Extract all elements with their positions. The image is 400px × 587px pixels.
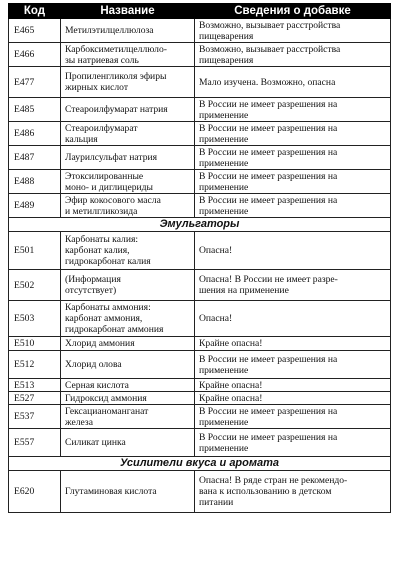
additive-info: В России не имеет разрешения на применение: [195, 429, 391, 457]
additive-code: E488: [9, 170, 61, 194]
additive-info: В России не имеет разрешения на применение: [195, 351, 391, 379]
additive-info: Возможно, вызывает расстройства пищеварения: [195, 19, 391, 43]
additive-info: Опасна!: [195, 232, 391, 270]
additive-code: E501: [9, 232, 61, 270]
section-title: Усилители вкуса и аромата: [9, 457, 391, 471]
additive-code: E477: [9, 67, 61, 98]
additive-name: Карбонаты калия: карбонат калия, гидрокарбонат калия: [61, 232, 195, 270]
additive-info: Опасна!: [195, 301, 391, 337]
additive-info: Возможно, вызывает расстройства пищеварения: [195, 43, 391, 67]
additive-info: Опасна! В России не имеет разре- шения на применение: [195, 270, 391, 301]
additive-info: В России не имеет разрешения на применение: [195, 122, 391, 146]
additive-name: Силикат цинка: [61, 429, 195, 457]
additive-info: Мало изучена. Возможно, опасна: [195, 67, 391, 98]
additive-name: Гидроксид аммония: [61, 392, 195, 405]
table-row: [9, 19, 391, 43]
additive-code: E485: [9, 98, 61, 122]
additive-name: Хлорид олова: [61, 351, 195, 379]
table-row: [9, 429, 391, 457]
section-header-row: [9, 457, 391, 471]
additive-name: Карбоксиметилцеллюло- зы натриевая соль: [61, 43, 195, 67]
additive-name: Пропиленгликоля эфиры жирных кислот: [61, 67, 195, 98]
table-row: [9, 337, 391, 351]
additive-code: E466: [9, 43, 61, 67]
additive-name: Эфир кокосового масла и метилгликозида: [61, 194, 195, 218]
table-row: [9, 232, 391, 270]
header-code: Код: [9, 4, 61, 19]
additive-code: E465: [9, 19, 61, 43]
table-row: [9, 471, 391, 513]
additive-info: В России не имеет разрешения на применение: [195, 170, 391, 194]
additive-name: Лаурилсульфат натрия: [61, 146, 195, 170]
additive-code: E486: [9, 122, 61, 146]
additive-code: E527: [9, 392, 61, 405]
table-row: [9, 170, 391, 194]
table-row: [9, 67, 391, 98]
table-row: [9, 301, 391, 337]
additive-name: Карбонаты аммония: карбонат аммония, гидрокарбонат аммония: [61, 301, 195, 337]
additive-info: В России не имеет разрешения на применение: [195, 405, 391, 429]
additive-name: Гексацианоманганат железа: [61, 405, 195, 429]
additive-info: Крайне опасна!: [195, 392, 391, 405]
table-row: [9, 98, 391, 122]
table-row: [9, 43, 391, 67]
additive-code: E489: [9, 194, 61, 218]
section-title: Эмульгаторы: [9, 218, 391, 232]
additive-info: Опасна! В ряде стран не рекомендо- вана к использованию в детском питании: [195, 471, 391, 513]
table-row: [9, 270, 391, 301]
additive-code: E557: [9, 429, 61, 457]
additive-code: E503: [9, 301, 61, 337]
additive-name: Стеароилфумарат натрия: [61, 98, 195, 122]
additive-info: В России не имеет разрешения на применение: [195, 98, 391, 122]
table-row: [9, 146, 391, 170]
table-row: [9, 379, 391, 392]
table-body: [9, 19, 391, 513]
section-header-row: [9, 218, 391, 232]
additive-info: В России не имеет разрешения на применение: [195, 146, 391, 170]
additive-name: Хлорид аммония: [61, 337, 195, 351]
additive-name: Серная кислота: [61, 379, 195, 392]
additive-code: E487: [9, 146, 61, 170]
additive-info: Крайне опасна!: [195, 379, 391, 392]
additive-info: Крайне опасна!: [195, 337, 391, 351]
table-row: [9, 194, 391, 218]
additive-name: Метилэтилцеллюлоза: [61, 19, 195, 43]
additive-info: В России не имеет разрешения на применение: [195, 194, 391, 218]
additive-code: E537: [9, 405, 61, 429]
additive-name: (Информация отсутствует): [61, 270, 195, 301]
additive-name: Стеароилфумарат кальция: [61, 122, 195, 146]
table-row: [9, 392, 391, 405]
header-row: [9, 4, 391, 19]
additive-name: Этоксилированные моно- и диглицериды: [61, 170, 195, 194]
table-row: [9, 122, 391, 146]
additive-code: E510: [9, 337, 61, 351]
additive-code: E513: [9, 379, 61, 392]
additive-code: E512: [9, 351, 61, 379]
table-row: [9, 351, 391, 379]
additive-name: Глутаминовая кислота: [61, 471, 195, 513]
food-additives-table: [8, 3, 391, 513]
additive-code: E620: [9, 471, 61, 513]
table-row: [9, 405, 391, 429]
header-name: Название: [61, 4, 195, 19]
additive-code: E502: [9, 270, 61, 301]
header-info: Сведения о добавке: [195, 4, 391, 19]
